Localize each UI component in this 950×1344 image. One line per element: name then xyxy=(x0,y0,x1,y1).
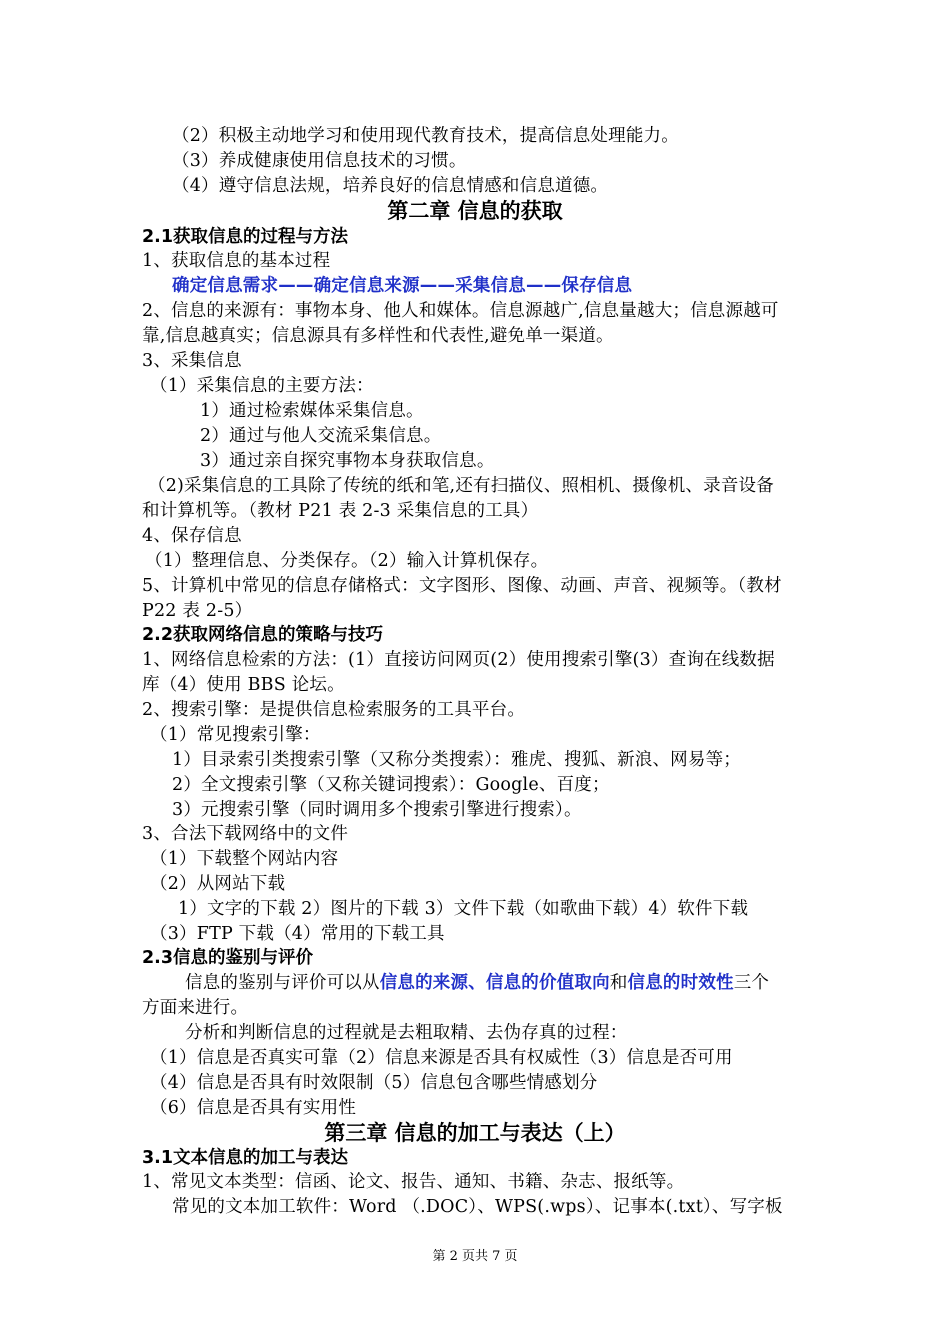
text-line: （2）从网站下载 xyxy=(150,874,286,894)
text-line: 2）全文搜索引擎（又称关键词搜索）：Google、百度； xyxy=(172,775,610,795)
text-line: 靠,信息越真实；信息源具有多样性和代表性,避免单一渠道。 xyxy=(142,326,614,346)
text-line: （3）FTP 下载（4）常用的下载工具 xyxy=(150,924,445,944)
text-line: 常见的文本加工软件：Word （.DOC）、WPS(.wps）、记事本(.txt）、写字板 xyxy=(172,1197,783,1217)
text-line: 库（4）使用 BBS 论坛。 xyxy=(142,675,345,695)
text-line: 1、网络信息检索的方法：(1）直接访问网页(2）使用搜索引擎(3）查询在线数据 xyxy=(142,650,775,670)
text-line: 1）目录索引类搜索引擎（又称分类搜索）：雅虎、搜狐、新浪、网易等； xyxy=(172,750,741,770)
text-line: （1）采集信息的主要方法： xyxy=(150,376,374,396)
page-footer: 第 2 页共 7 页 xyxy=(432,1249,518,1264)
section-2-3-title: 2.3信息的鉴别与评价 xyxy=(142,948,314,968)
text-line: （2)采集信息的工具除了传统的纸和笔,还有扫描仪、照相机、摄像机、录音设备 xyxy=(148,476,774,496)
text-line: （1）下载整个网站内容 xyxy=(150,849,339,869)
text-line: （2）积极主动地学习和使用现代教育技术，提高信息处理能力。 xyxy=(172,126,679,146)
text-line: 2、搜索引擎：是提供信息检索服务的工具平台。 xyxy=(142,700,526,720)
section-3-1-title: 3.1文本信息的加工与表达 xyxy=(142,1148,349,1168)
text-line: （4）信息是否具有时效限制（5）信息包含哪些情感划分 xyxy=(150,1073,598,1093)
text-fragment: 三个 xyxy=(733,973,770,993)
text-line: 1、常见文本类型：信函、论文、报告、通知、书籍、杂志、报纸等。 xyxy=(142,1172,685,1192)
text-line: （4）遵守信息法规，培养良好的信息情感和信息道德。 xyxy=(172,176,609,196)
text-line: 2、信息的来源有：事物本身、他人和媒体。信息源越广,信息量越大；信息源越可 xyxy=(142,301,779,321)
highlight-value: 信息的价值取向 xyxy=(485,973,610,993)
text-line: 方面来进行。 xyxy=(142,998,249,1018)
text-line: 3）元搜索引擎（同时调用多个搜索引擎进行搜索）。 xyxy=(172,800,582,820)
text-fragment: 和 xyxy=(609,973,628,993)
text-line: 分析和判断信息的过程就是去粗取精、去伪存真的过程： xyxy=(185,1023,628,1043)
section-2-1-title: 2.1获取信息的过程与方法 xyxy=(142,227,349,247)
text-line: 和计算机等。（教材 P21 表 2-3 采集信息的工具） xyxy=(142,501,539,521)
text-line: 3、采集信息 xyxy=(142,351,242,371)
chapter-3-title: 第三章 信息的加工与表达（上） xyxy=(324,1121,626,1145)
text-line: 3、合法下载网络中的文件 xyxy=(142,824,349,844)
text-line: P22 表 2-5） xyxy=(142,601,253,621)
text-line: 3）通过亲自探究事物本身获取信息。 xyxy=(200,451,495,471)
text-line: 4、保存信息 xyxy=(142,526,242,546)
text-line: （3）养成健康使用信息技术的习惯。 xyxy=(172,151,467,171)
text-line: （1）整理信息、分类保存。（2）输入计算机保存。 xyxy=(145,551,549,571)
text-line: 5、计算机中常见的信息存储格式：文字图形、图像、动画、声音、视频等。（教材 xyxy=(142,576,782,596)
chapter-2-title: 第二章 信息的获取 xyxy=(387,199,563,223)
section-2-2-title: 2.2获取网络信息的策略与技巧 xyxy=(142,625,384,645)
text-line: 1、获取信息的基本过程 xyxy=(142,251,331,271)
evaluation-line xyxy=(185,971,769,996)
text-line: （6）信息是否具有实用性 xyxy=(150,1098,357,1118)
text-line: 2）通过与他人交流采集信息。 xyxy=(200,426,442,446)
text-fragment: 、 xyxy=(468,973,486,993)
highlight-timeliness: 信息的时效性 xyxy=(627,973,734,993)
text-fragment: 信息的鉴别与评价可以从 xyxy=(185,973,380,993)
text-line: 1）通过检索媒体采集信息。 xyxy=(200,401,424,421)
process-highlight: 确定信息需求——确定信息来源——采集信息——保存信息 xyxy=(172,276,633,296)
highlight-source: 信息的来源 xyxy=(379,973,469,993)
text-line: 1）文字的下载 2）图片的下载 3）文件下载（如歌曲下载）4）软件下载 xyxy=(178,899,749,919)
text-line: （1）信息是否真实可靠（2）信息来源是否具有权威性（3）信息是否可用 xyxy=(150,1048,733,1068)
text-line: （1）常见搜索引擎： xyxy=(150,725,321,745)
